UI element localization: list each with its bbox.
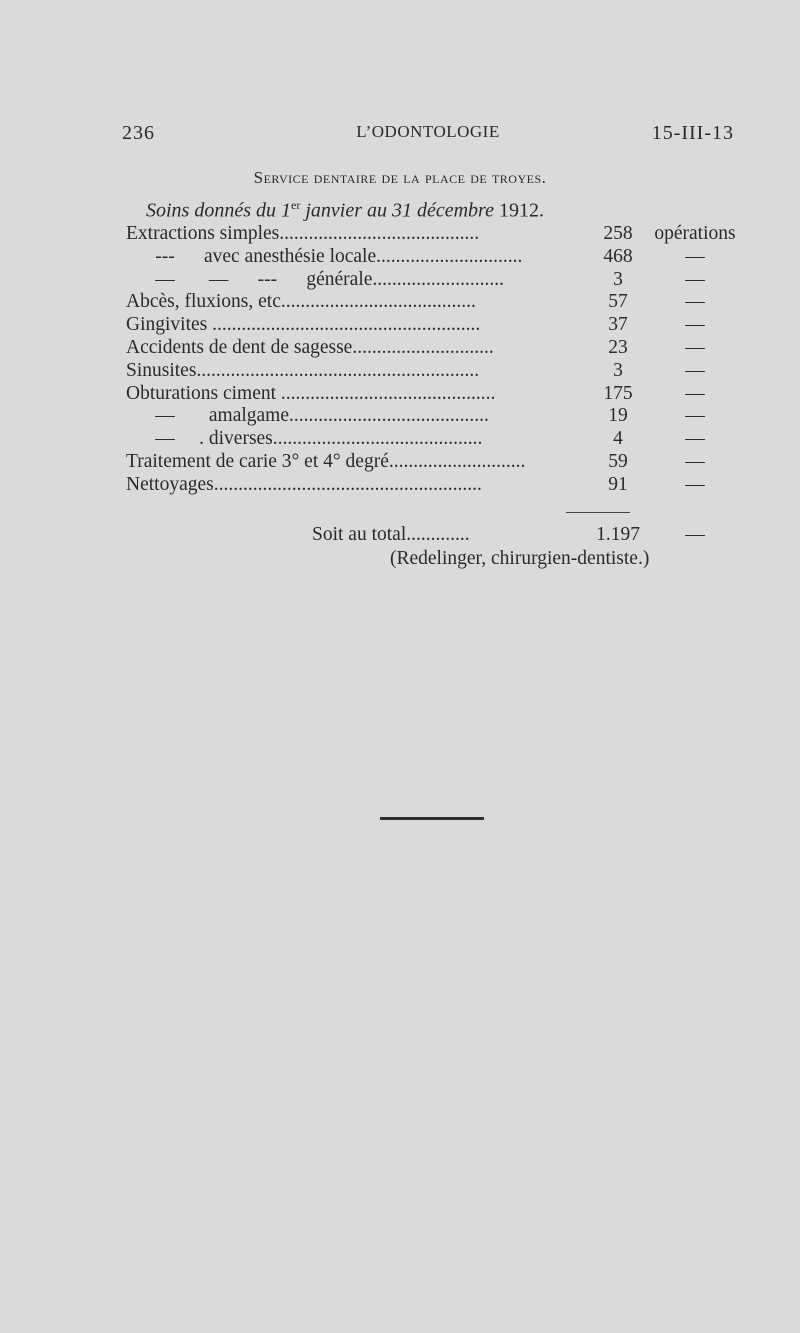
row-value: 57 [608, 291, 628, 313]
table-row [126, 245, 736, 268]
subtitle-part2: janvier au 31 décembre [300, 199, 494, 222]
row-unit: — [685, 405, 705, 427]
row-unit: — [685, 450, 705, 472]
subtitle [146, 198, 544, 223]
row-value: 468 [603, 245, 633, 267]
row-value: 37 [608, 314, 628, 336]
row-unit: — [685, 359, 705, 381]
journal-title: L’ODONTOLOGIE [356, 122, 500, 141]
row-unit: — [685, 245, 705, 267]
row-value: 175 [603, 382, 633, 404]
row-label: Nettoyages....................................................... [126, 473, 482, 495]
page-header [122, 122, 734, 152]
table-row [126, 427, 736, 450]
table-row [126, 268, 736, 291]
end-rule [380, 817, 484, 820]
row-label: — amalgame......................................... [126, 405, 489, 427]
issue-date: 15-III-13 [651, 122, 734, 144]
subtitle-superscript: er [291, 198, 301, 212]
row-label: Traitement de carie 3° et 4° degré............................ [126, 450, 526, 472]
table-row [126, 222, 736, 245]
total-unit: — [685, 524, 705, 545]
row-label: Extractions simples......................................... [126, 223, 480, 244]
total-rule [566, 512, 630, 513]
table-row [126, 450, 736, 473]
section-title-rest: ervice dentaire de la place de troyes. [263, 168, 547, 187]
row-value: 59 [608, 450, 628, 472]
row-unit: — [685, 314, 705, 336]
page-number: 236 [122, 122, 155, 144]
subtitle-year: 1912. [493, 199, 544, 222]
signature: (Redelinger, chirurgien-dentiste.) [390, 548, 650, 569]
total-label: Soit au total............. [312, 524, 470, 545]
section-title-initial: S [253, 168, 264, 187]
row-value: 23 [608, 336, 628, 358]
row-unit: — [685, 428, 705, 450]
table-row [126, 359, 736, 382]
table-row [126, 404, 736, 427]
table-row [126, 290, 736, 313]
row-value: 258 [603, 223, 633, 244]
row-label: Abcès, fluxions, etc........................................ [126, 291, 476, 313]
row-unit: — [685, 268, 705, 290]
row-label: — — --- générale........................... [126, 268, 505, 290]
statistics-table [126, 222, 736, 496]
row-value: 4 [613, 428, 623, 450]
row-label: Accidents de dent de sagesse............................. [126, 336, 494, 358]
row-unit: — [685, 336, 705, 358]
row-label: Sinusites.......................................................... [126, 359, 480, 381]
row-unit: — [685, 382, 705, 404]
row-label: --- avec anesthésie locale.............................. [126, 245, 523, 267]
row-label: — . diverses........................................... [126, 428, 483, 450]
table-row [126, 473, 736, 496]
subtitle-part1: Soins donnés du 1 [146, 199, 291, 222]
row-label: Gingivites ....................................................... [126, 314, 481, 336]
row-value: 19 [608, 405, 628, 427]
row-value: 91 [608, 473, 628, 495]
row-unit: — [685, 473, 705, 495]
total-row [126, 524, 736, 548]
table-row [126, 382, 736, 405]
row-label: Obturations ciment ............................................ [126, 382, 496, 404]
row-unit: — [685, 291, 705, 313]
total-value: 1.197 [596, 524, 640, 545]
table-row [126, 336, 736, 359]
row-value: 3 [613, 268, 623, 290]
row-value: 3 [613, 359, 623, 381]
row-unit: opérations [654, 223, 736, 244]
table-row [126, 313, 736, 336]
section-title [0, 168, 800, 188]
